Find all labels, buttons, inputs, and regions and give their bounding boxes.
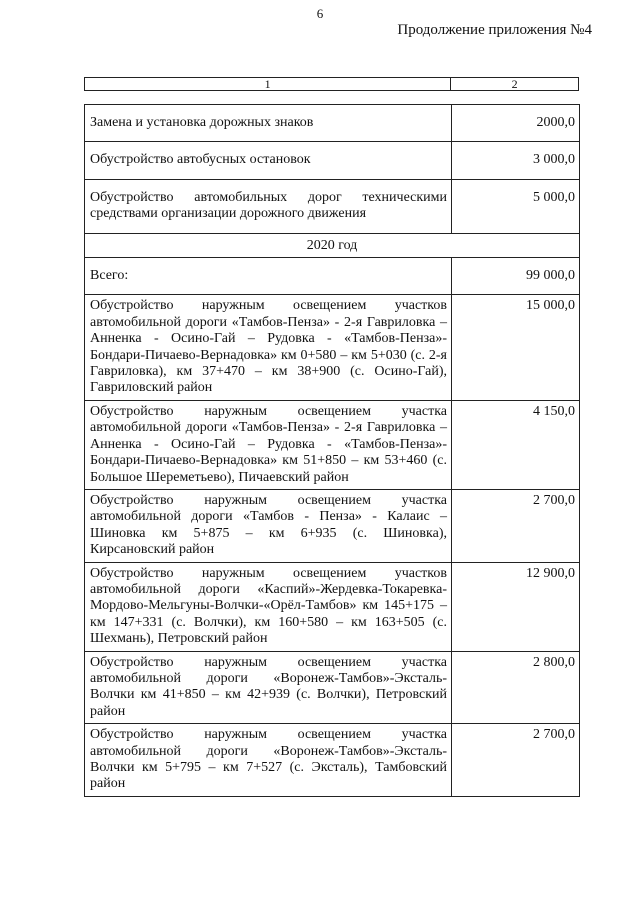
- row-amount: 4 150,0: [452, 400, 580, 489]
- year-heading: 2020 год: [85, 233, 580, 257]
- column-header-1: 1: [85, 78, 451, 91]
- year-row: [85, 233, 580, 257]
- row-description: Обустройство наружным освещением участков автомобильной дороги «Каспий»-Жердевка-Токаревка-Мордово-Мельгуны-Волчки-«Орёл-Тамбов» км 145+175 – км 147+331 (с. Волчки), км 160+580 – км 163+505 (с. Шехмань), Петровский район: [85, 562, 452, 651]
- row-description: Обустройство наружным освещением участка автомобильной дороги «Тамбов-Пенза» - 2-я Гавриловка – Анненка - Осино-Гай – Рудовка - «Тамбов-Пенза»-Бондари-Пичаево-Вернадовка» км 51+850 – км 53+460 (с. Большое Шереметьево), Пичаевский район: [85, 400, 452, 489]
- continuation-title: Продолжение приложения №4: [397, 22, 592, 38]
- table-row: [85, 562, 580, 651]
- row-description: Замена и установка дорожных знаков: [85, 105, 452, 142]
- row-description: Обустройство автобусных остановок: [85, 142, 452, 179]
- row-amount: 12 900,0: [452, 562, 580, 651]
- table-row: [85, 105, 580, 142]
- table-row: [85, 179, 580, 233]
- row-description: Обустройство автомобильных дорог техническими средствами организации дорожного движения: [85, 179, 452, 233]
- row-amount: 3 000,0: [452, 142, 580, 179]
- column-header-table: [84, 77, 579, 91]
- table-row: [85, 295, 580, 400]
- column-header-2: 2: [451, 78, 579, 91]
- total-row: [85, 258, 580, 295]
- page-number: 6: [316, 6, 324, 21]
- table-row: [85, 142, 580, 179]
- table-row: [85, 651, 580, 724]
- row-description: Обустройство наружным освещением участка автомобильной дороги «Тамбов - Пенза» - Калаис – Шиновка км 5+875 – км 6+935 (с. Шиновка), Кирсановский район: [85, 489, 452, 562]
- row-amount: 5 000,0: [452, 179, 580, 233]
- column-header-row: [85, 78, 579, 91]
- expenses-table: [84, 104, 580, 797]
- row-amount: 2 700,0: [452, 489, 580, 562]
- row-description: Обустройство наружным освещением участка автомобильной дороги «Воронеж-Тамбов»-Эксталь-Волчки км 5+795 – км 7+527 (с. Эксталь), Тамбовский район: [85, 724, 452, 797]
- total-amount: 99 000,0: [452, 258, 580, 295]
- row-amount: 2 800,0: [452, 651, 580, 724]
- row-amount: 2000,0: [452, 105, 580, 142]
- table-row: [85, 489, 580, 562]
- row-description: Обустройство наружным освещением участков автомобильной дороги «Тамбов-Пенза» - 2-я Гавриловка – Анненка - Осино-Гай – Рудовка - «Тамбов-Пенза»-Бондари-Пичаево-Вернадовка» км 0+580 – км 5+030 (с. 2-я Гавриловка), км 37+470 – км 38+900 (с. Осино-Гай), Гавриловский район: [85, 295, 452, 400]
- total-label: Всего:: [85, 258, 452, 295]
- row-amount: 2 700,0: [452, 724, 580, 797]
- row-amount: 15 000,0: [452, 295, 580, 400]
- table-row: [85, 400, 580, 489]
- row-description: Обустройство наружным освещением участка автомобильной дороги «Воронеж-Тамбов»-Эксталь-Волчки км 41+850 – км 42+939 (с. Волчки), Петровский район: [85, 651, 452, 724]
- table-row: [85, 724, 580, 797]
